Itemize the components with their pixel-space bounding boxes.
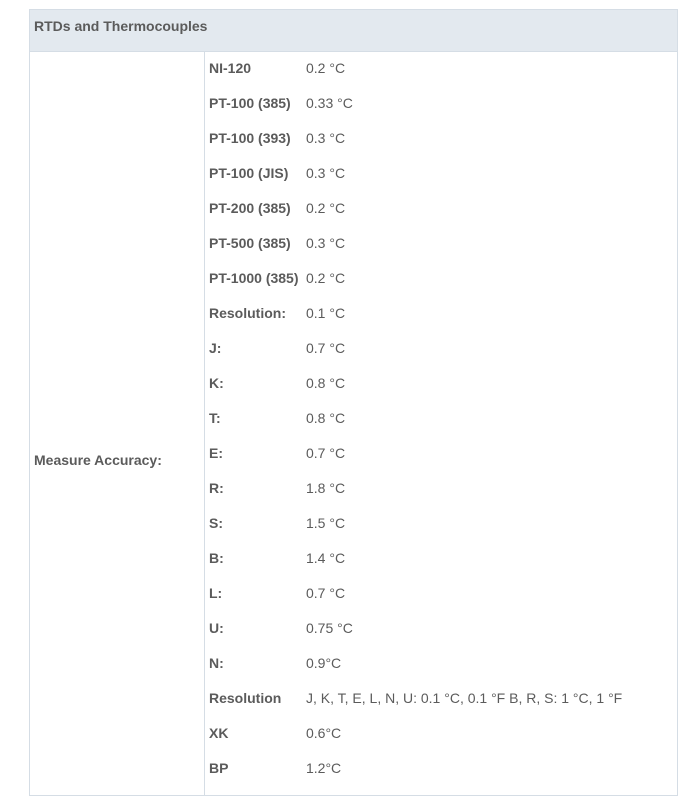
table-row bbox=[205, 507, 677, 542]
table-row bbox=[205, 612, 677, 647]
row-key: BP bbox=[209, 760, 229, 776]
table-row bbox=[205, 332, 677, 367]
table-row bbox=[205, 542, 677, 577]
table-row bbox=[205, 122, 677, 157]
row-key: B: bbox=[209, 550, 224, 566]
row-value: 0.3 °C bbox=[306, 165, 346, 181]
row-value: 0.6°C bbox=[306, 725, 342, 741]
row-key: K: bbox=[209, 375, 224, 391]
row-key: R: bbox=[209, 480, 224, 496]
row-key: E: bbox=[209, 445, 223, 461]
row-value: 0.75 °C bbox=[306, 620, 353, 636]
row-value: 0.8 °C bbox=[306, 375, 346, 391]
table-row bbox=[205, 87, 677, 122]
table-row bbox=[205, 577, 677, 612]
table-row bbox=[205, 752, 677, 787]
row-key: J: bbox=[209, 340, 222, 356]
table-row bbox=[205, 647, 677, 682]
row-key: Resolution: bbox=[209, 305, 286, 321]
row-value: 0.2 °C bbox=[306, 60, 346, 76]
row-value: 0.9°C bbox=[306, 655, 342, 671]
row-key: PT-100 (JIS) bbox=[209, 165, 289, 181]
row-value: 1.5 °C bbox=[306, 515, 346, 531]
row-value: J, K, T, E, L, N, U: 0.1 °C, 0.1 °F B, R, S: 1 °C, 1 °F bbox=[306, 690, 623, 706]
row-key: Resolution bbox=[209, 690, 282, 706]
row-key: PT-500 (385) bbox=[209, 235, 291, 251]
row-value: 1.8 °C bbox=[306, 480, 346, 496]
row-value: 0.8 °C bbox=[306, 410, 346, 426]
row-key: PT-100 (385) bbox=[209, 95, 291, 111]
row-key: NI-120 bbox=[209, 60, 252, 76]
row-key: U: bbox=[209, 620, 224, 636]
row-value: 0.3 °C bbox=[306, 235, 346, 251]
row-value: 0.2 °C bbox=[306, 200, 346, 216]
table-header-title: RTDs and Thermocouples bbox=[34, 18, 208, 34]
row-key: PT-100 (393) bbox=[209, 130, 291, 146]
table-row bbox=[205, 472, 677, 507]
table-row bbox=[205, 437, 677, 472]
table-row bbox=[205, 52, 677, 87]
row-key: PT-200 (385) bbox=[209, 200, 291, 216]
row-key: N: bbox=[209, 655, 224, 671]
measure-accuracy-cell bbox=[30, 52, 205, 795]
table-row bbox=[205, 297, 677, 332]
spec-table bbox=[29, 9, 678, 796]
row-value: 0.7 °C bbox=[306, 340, 346, 356]
table-row bbox=[205, 262, 677, 297]
row-value: 0.1 °C bbox=[306, 305, 346, 321]
row-value: 0.7 °C bbox=[306, 585, 346, 601]
row-value: 0.33 °C bbox=[306, 95, 353, 111]
table-row bbox=[205, 717, 677, 752]
table-row bbox=[205, 367, 677, 402]
row-key: T: bbox=[209, 410, 221, 426]
row-key: PT-1000 (385) bbox=[209, 270, 299, 286]
row-key: XK bbox=[209, 725, 229, 741]
row-value: 1.4 °C bbox=[306, 550, 346, 566]
row-key: L: bbox=[209, 585, 223, 601]
table-row bbox=[205, 682, 677, 717]
table-row bbox=[205, 192, 677, 227]
row-value: 1.2°C bbox=[306, 760, 342, 776]
table-row bbox=[205, 227, 677, 262]
table-header bbox=[30, 10, 677, 52]
row-value: 0.2 °C bbox=[306, 270, 346, 286]
row-key: S: bbox=[209, 515, 223, 531]
accuracy-rows bbox=[205, 52, 677, 795]
table-row bbox=[205, 402, 677, 437]
row-value: 0.7 °C bbox=[306, 445, 346, 461]
measure-accuracy-label: Measure Accuracy: bbox=[34, 452, 162, 468]
row-value: 0.3 °C bbox=[306, 130, 346, 146]
table-row bbox=[205, 157, 677, 192]
